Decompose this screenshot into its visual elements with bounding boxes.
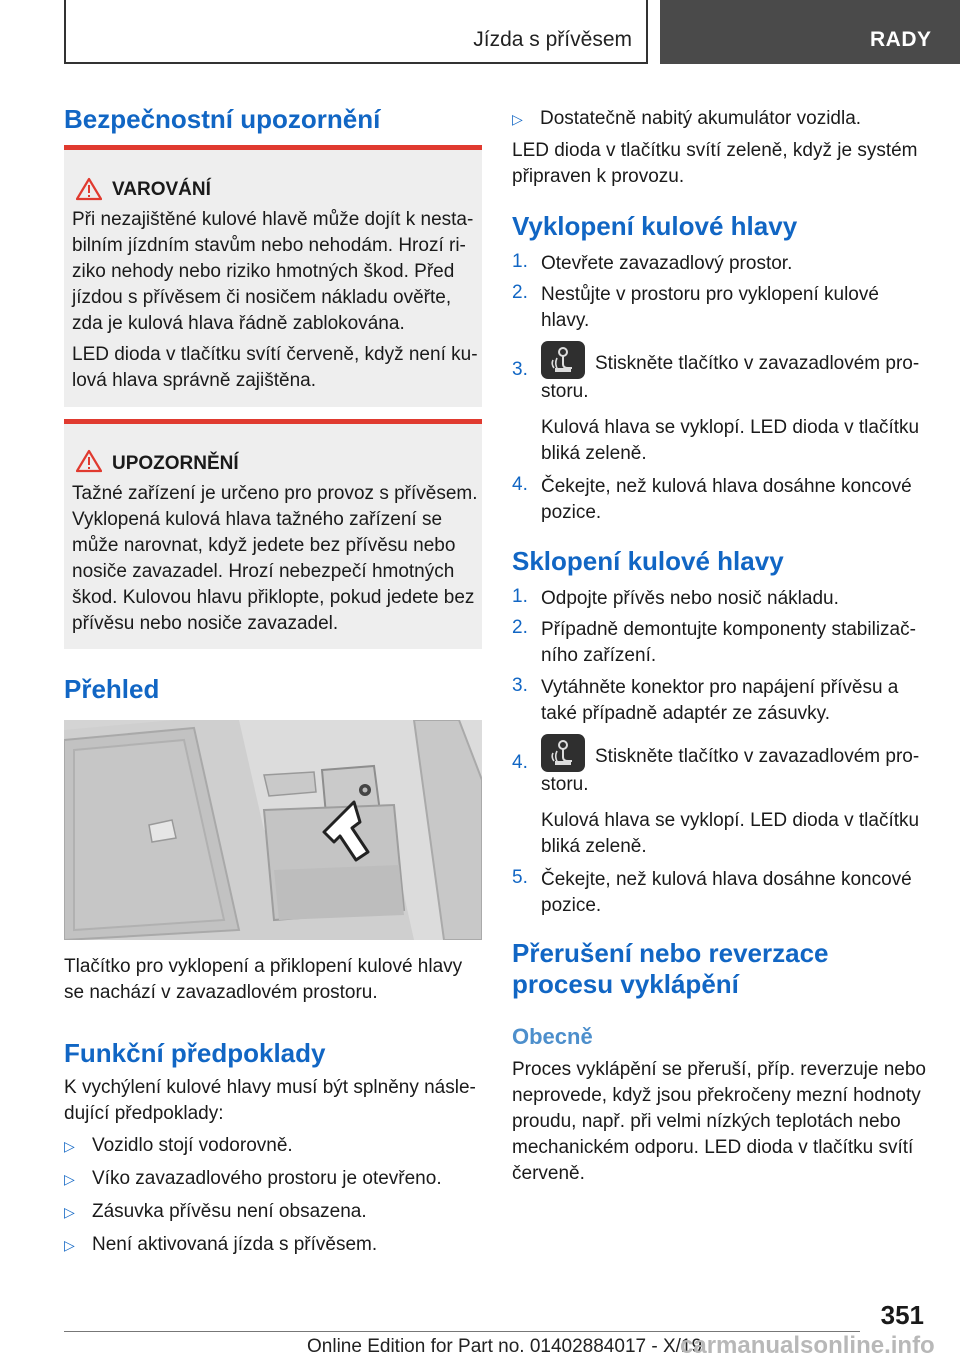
unfold-steps (512, 251, 924, 531)
warning-paragraph-1: Při nezajištěné kulové hlavě může dojít k nesta- bilním jízdním stavům nebo nehodám. Hrozí ri- ziko nehody nebo riziko hmotných škod. Před jízdou s přívěsem či nosičem nákladu ověřte, zda je kulová hlava řádně zablokována. (72, 209, 474, 334)
step-number: 4. (512, 752, 528, 773)
header-frame (64, 0, 648, 64)
step-text: Čekejte, než kulová hlava dosáhne koncové pozice. (541, 476, 912, 523)
fold-steps (512, 586, 924, 926)
step-subtext: Kulová hlava se vyklopí. LED dioda v tlačítku bliká zeleně. (541, 810, 920, 857)
watermark: carmanualsonline.info (680, 1332, 935, 1359)
caution-title: UPOZORNĚNÍ (112, 453, 239, 474)
led-ready-text: LED dioda v tlačítku svítí zeleně, když je systém připraven k provozu. (512, 140, 918, 187)
header-section-title: Jízda s přívěsem (473, 28, 632, 51)
warning-paragraph-2: LED dioda v tlačítku svítí červeně, když není ku- lová hlava správně zajištěna. (72, 344, 478, 391)
page-number: 351 (880, 1300, 924, 1330)
step-number: 3. (512, 675, 528, 696)
towbar-button-icon (541, 341, 585, 379)
towbar-button-icon (541, 734, 585, 772)
triangle-bullet-icon: ▷ (512, 111, 523, 127)
step-number: 3. (512, 359, 528, 380)
func-prereq-intro: K vychýlení kulové hlavy musí být splněny násle- dující předpoklady: (64, 1077, 476, 1124)
fold-title: Sklopení kulové hlavy (512, 546, 784, 576)
edition-text: Online Edition for Part no. 01402884017 - X/19 (307, 1336, 703, 1357)
triangle-bullet-icon: ▷ (64, 1204, 75, 1220)
step-number: 1. (512, 251, 528, 272)
warning-triangle-icon (76, 177, 102, 201)
trunk-button-photo (64, 720, 482, 940)
step-text: Odpojte přívěs nebo nosič nákladu. (541, 588, 839, 609)
step-text: Stiskněte tlačítko v zavazadlovém pro- storu. (541, 734, 926, 798)
step-text: Stiskněte tlačítko v zavazadlovém pro- storu. (541, 341, 926, 405)
warning-triangle-icon (76, 449, 102, 473)
step-text: Případně demontujte komponenty stabilizač- ního zařízení. (541, 619, 916, 666)
interrupt-title: Přerušení nebo reverzace procesu vyklápění (512, 938, 829, 999)
triangle-bullet-icon: ▷ (64, 1171, 75, 1187)
step-number: 2. (512, 282, 528, 303)
caution-paragraph: Tažné zařízení je určeno pro provoz s přívěsem. Vyklopená kulová hlava tažného zařízení se může narovnat, když jedete bez přívěsu nebo nosiče zavazadel. Hrozí nebezpečí hmotných škod. Kulovou hlavu přiklopte, pokud jedete bez přívěsu nebo nosiče zavazadel. (72, 483, 478, 634)
step-text: Nestůjte v prostoru pro vyklopení kulové hlavy. (541, 284, 879, 331)
general-subtitle: Obecně (512, 1024, 593, 1049)
safety-title: Bezpečnostní upozornění (64, 104, 381, 134)
triangle-bullet-icon: ▷ (64, 1237, 75, 1253)
step-subtext: Kulová hlava se vyklopí. LED dioda v tlačítku bliká zeleně. (541, 417, 920, 464)
func-prereq-title: Funkční předpoklady (64, 1038, 326, 1068)
unfold-title: Vyklopení kulové hlavy (512, 211, 798, 241)
photo-caption: Tlačítko pro vyklopení a přiklopení kulové hlavy se nachází v zavazadlovém prostoru. (64, 956, 463, 1003)
warning-box (64, 145, 482, 407)
caution-box (64, 419, 482, 649)
general-paragraph: Proces vyklápění se přeruší, příp. reverzuje nebo neprovede, když jsou překročeny mezní hodnoty proudu, např. při velmi nízkých teplotách nebo mechanickém odporu. LED dioda v tlačítku svítí červeně. (512, 1059, 926, 1184)
step-number: 2. (512, 617, 528, 638)
warning-title: VAROVÁNÍ (112, 179, 211, 200)
step-number: 5. (512, 867, 528, 888)
step-text: Vytáhněte konektor pro napájení přívěsu a také případně adaptér ze zásuvky. (541, 677, 899, 724)
step-text: Čekejte, než kulová hlava dosáhne koncové pozice. (541, 869, 912, 916)
step-number: 4. (512, 474, 528, 495)
step-text: Otevřete zavazadlový prostor. (541, 253, 793, 274)
header-chapter-tab (660, 0, 960, 64)
step-number: 1. (512, 586, 528, 607)
trunk-illustration (64, 720, 482, 940)
triangle-bullet-icon: ▷ (64, 1138, 75, 1154)
header-chapter-label: RADY (870, 28, 932, 51)
overview-title: Přehled (64, 674, 160, 704)
